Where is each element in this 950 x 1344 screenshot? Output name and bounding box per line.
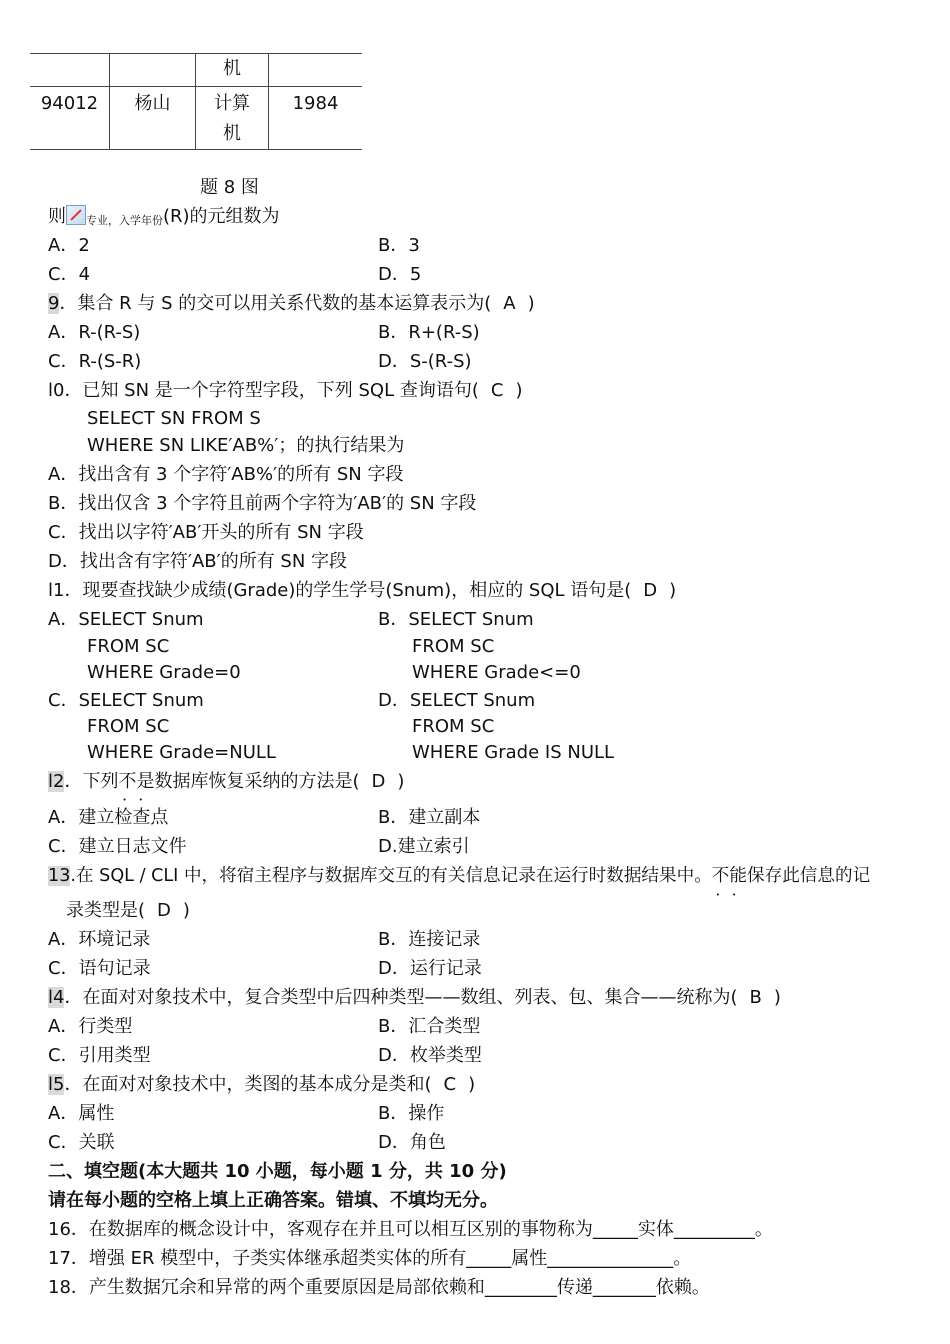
q10-option-d: D．找出含有字符′AB′的所有 SN 字段: [48, 551, 348, 572]
q14-option-b: B．汇合类型: [378, 1016, 481, 1037]
q11-option-b-line: FROM SC: [412, 636, 495, 657]
answer-letter: C: [490, 380, 504, 401]
paren-close: ): [669, 580, 677, 601]
q15-stem: [48, 1072, 475, 1098]
q17-line: [48, 1246, 691, 1272]
question-number: l0: [48, 380, 65, 401]
q12-stem-post: 数据库恢复采纳的方法是(: [154, 771, 360, 792]
q12-option-d: D.建立索引: [378, 836, 470, 857]
blank-line: _________: [673, 1219, 755, 1240]
q11-option-a: A．SELECT Snum: [48, 609, 204, 630]
answer-letter: C: [443, 1074, 457, 1095]
q13-option-d: D．运行记录: [378, 958, 482, 979]
q8-stem-pre: 则: [48, 206, 66, 227]
q10-stem-text: ．已知 SN 是一个字符型字段，下列 SQL 查询语句(: [64, 380, 479, 401]
q11-option-c: C．SELECT Snum: [48, 690, 204, 711]
cell-text: 计算: [214, 93, 250, 114]
answer-letter: D: [643, 580, 658, 601]
q15-stem-text: ．在面对对象技术中，类图的基本成分是类和(: [64, 1074, 432, 1095]
table-cell: 94012: [30, 87, 110, 150]
q16-stem: 16．在数据库的概念设计中，客观存在并且可以相互区别的事物称为: [48, 1219, 593, 1240]
q11-option-b-line: WHERE Grade<=0: [412, 662, 581, 683]
paren-close: ): [527, 293, 535, 314]
q13-option-b: B．连接记录: [378, 929, 481, 950]
q18-end: 依赖。: [655, 1277, 710, 1298]
q18-stem: 18．产生数据冗余和异常的两个重要原因是局部依赖和: [48, 1277, 485, 1298]
answer-letter: B: [749, 987, 762, 1008]
emphasis-mark: 不是 • •: [118, 771, 154, 792]
question-number: 9: [48, 293, 60, 314]
q8-stem: [48, 204, 280, 234]
q10-option-b: B．找出仅含 3 个字符且前两个字符为′AB′的 SN 字段: [48, 493, 477, 514]
q15-option-d: D．角色: [378, 1132, 446, 1153]
q13-stem-line2-text: 录类型是(: [66, 900, 146, 921]
q11-option-a-line: WHERE Grade=0: [87, 662, 241, 683]
q10-option-c: C．找出以字符′AB′开头的所有 SN 字段: [48, 522, 364, 543]
q11-option-d-line: WHERE Grade IS NULL: [412, 742, 615, 763]
q10-sql-line: SELECT SN FROM S: [87, 408, 261, 429]
q11-option-a-line: FROM SC: [87, 636, 170, 657]
q8-stem-post: (R)的元组数为: [163, 206, 280, 227]
q12-option-c: C．建立日志文件: [48, 836, 187, 857]
table-cell: [110, 54, 196, 87]
table-cell: 杨山: [110, 87, 196, 150]
q18-line: [48, 1275, 710, 1301]
q11-option-c-line: WHERE Grade=NULL: [87, 742, 276, 763]
question-number: 13: [48, 866, 71, 886]
q14-option-d: D．枚举类型: [378, 1045, 482, 1066]
question-number: l2: [48, 771, 65, 792]
blank-line: _______: [592, 1277, 656, 1298]
projection-icon: [66, 205, 86, 225]
q14-stem-text: ．在面对对象技术中，复合类型中后四种类型——数组、列表、包、集合——统称为(: [64, 987, 738, 1008]
q15-option-c: C．关联: [48, 1132, 115, 1153]
q14-stem: [48, 985, 781, 1011]
section-title: 二、填空题(本大题共 10 小题，每小题 1 分，共 10 分): [48, 1161, 507, 1182]
table-row: [30, 87, 362, 150]
q14-option-a: A．行类型: [48, 1016, 133, 1037]
q15-option-a: A．属性: [48, 1103, 115, 1124]
q16-line: [48, 1217, 773, 1243]
table-cell: [30, 54, 110, 87]
table-cell: [196, 87, 269, 150]
paren-close: ): [773, 987, 781, 1008]
blank-line: _____: [592, 1219, 638, 1240]
q13-option-c: C．语句记录: [48, 958, 151, 979]
q16-end: 。: [754, 1219, 773, 1240]
q10-option-a: A．找出含有 3 个字符′AB%′的所有 SN 字段: [48, 464, 404, 485]
question-number: l1: [48, 580, 65, 601]
q13-stem-post: 保存此信息的记: [747, 866, 871, 886]
paren-close: ): [397, 771, 405, 792]
paren-close: ): [182, 900, 190, 921]
q12-option-b: B．建立副本: [378, 807, 481, 828]
table-cell: 机: [196, 54, 269, 87]
q17-stem: 17．增强 ER 模型中，子类实体继承超类实体的所有: [48, 1248, 467, 1269]
q9-option-b: B．R+(R-S): [378, 322, 480, 343]
paren-close: ): [468, 1074, 476, 1095]
q13-stem-pre: .在 SQL / CLI 中，将宿主程序与数据库交互的有关信息记录在运行时数据结果中。: [70, 866, 712, 886]
q12-stem-pre: ．下列: [64, 771, 119, 792]
q11-option-c-line: FROM SC: [87, 716, 170, 737]
question-number: l4: [48, 987, 65, 1008]
section-instruction: 请在每小题的空格上填上正确答案。错填、不填均无分。: [48, 1190, 498, 1211]
q10-stem: [48, 378, 522, 404]
table-cell: [269, 54, 363, 87]
q13-stem-line2: [66, 898, 190, 924]
q13-stem: [48, 863, 870, 889]
q9-option-d: D．S-(R-S): [378, 351, 472, 372]
q11-option-d-line: FROM SC: [412, 716, 495, 737]
q8-option-a: A．2: [48, 235, 90, 256]
q9-stem: [48, 291, 535, 317]
q8-option-d: D．5: [378, 264, 422, 285]
q8-subscript: 专业，入学年份: [86, 214, 163, 227]
q8-option-c: C．4: [48, 264, 91, 285]
blank-line: _____: [466, 1248, 512, 1269]
q11-stem-text: ．现要查找缺少成绩(Grade)的学生学号(Snum)，相应的 SQL 语句是(: [64, 580, 632, 601]
q9-option-c: C．R-(S-R): [48, 351, 142, 372]
blank-line: ______________: [547, 1248, 674, 1269]
table-row: [30, 54, 362, 87]
fill-answer: 属性: [511, 1248, 548, 1269]
paren-close: ): [515, 380, 523, 401]
blank-line: ________: [484, 1277, 557, 1298]
q8-option-b: B．3: [378, 235, 420, 256]
q11-stem: [48, 578, 676, 604]
emphasis-mark: 不能 • •: [712, 866, 747, 886]
cell-text: 机: [223, 123, 241, 144]
table-cell: 1984: [269, 87, 363, 150]
q11-option-d: D．SELECT Snum: [378, 690, 536, 711]
q17-end: 。: [673, 1248, 692, 1269]
q14-option-c: C．引用类型: [48, 1045, 151, 1066]
fill-answer: 传递: [556, 1277, 593, 1298]
q15-option-b: B．操作: [378, 1103, 445, 1124]
figure-caption: 题 8 图: [200, 177, 259, 198]
q12-option-a: A．建立检查点: [48, 807, 169, 828]
student-table: [30, 53, 362, 150]
answer-letter: A: [503, 293, 516, 314]
fill-answer: 实体: [637, 1219, 674, 1240]
q12-stem: [48, 769, 404, 795]
q13-option-a: A．环境记录: [48, 929, 151, 950]
q9-option-a: A．R-(R-S): [48, 322, 141, 343]
answer-letter: D: [157, 900, 171, 921]
q10-sql-line: WHERE SN LIKE′AB%′；的执行结果为: [87, 435, 405, 456]
question-number: l5: [48, 1074, 65, 1095]
q9-stem-text: ．集合 R 与 S 的交可以用关系代数的基本运算表示为(: [59, 293, 492, 314]
q11-option-b: B．SELECT Snum: [378, 609, 534, 630]
answer-letter: D: [371, 771, 386, 792]
